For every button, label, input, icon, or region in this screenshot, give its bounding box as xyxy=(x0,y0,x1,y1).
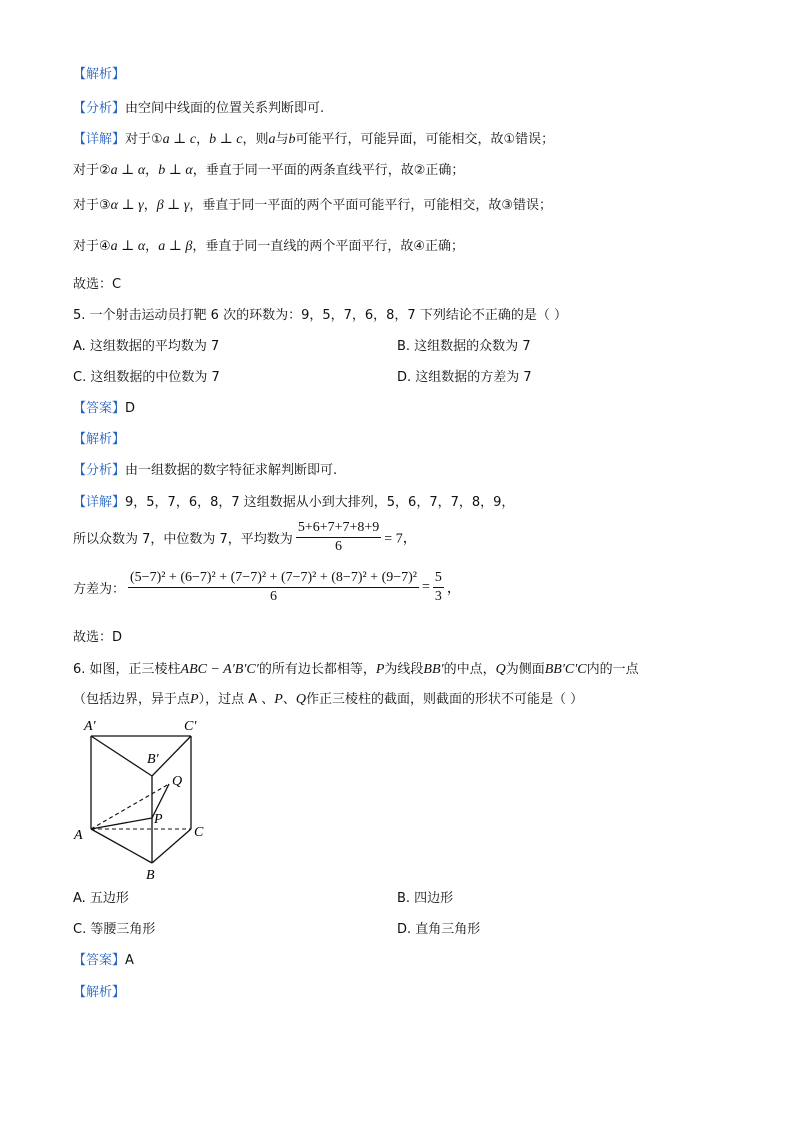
variance-fraction: $\frac{\text{(5−7)² + (6−7)² + (7−7)² + (7−7)² + (8−7)² + (9−7)²}}{6}$ xyxy=(130,570,417,604)
q5-analysis: 【分析】由一组数据的数字特征求解判断即可. xyxy=(73,463,338,478)
label-Q: Q xyxy=(172,774,183,789)
p4-analysis: 【分析】由空间中线面的位置关系判断即可. xyxy=(73,101,325,116)
q5-option-d: D. 这组数据的方差为 7 xyxy=(397,370,532,385)
q5-option-a: A. 这组数据的平均数为 7 xyxy=(73,339,220,354)
q5-choice: 故选：D xyxy=(73,630,123,645)
label-C: C xyxy=(194,825,204,840)
jiexi-heading: 【解析】 xyxy=(73,67,126,82)
q6-answer: 【答案】A xyxy=(73,953,134,968)
edge-A-B xyxy=(91,829,152,863)
label-A1: A′ xyxy=(84,719,96,734)
label-B: B xyxy=(146,868,155,883)
q6-stem-2: （包括边界，异于点P），过点 A 、P、Q作正三棱柱的截面，则截面的形状不可能是（ ） xyxy=(73,692,584,707)
q5-stem: 5. 一个射击运动员打靶 6 次的环数为：9，5，7，6，8，7 下列结论不正确的是（ ） xyxy=(73,308,567,323)
label-B1: B′ xyxy=(147,752,159,767)
q6-jiexi-heading: 【解析】 xyxy=(73,985,126,1000)
q5-option-c: C. 这组数据的中位数为 7 xyxy=(73,370,220,385)
variance-result: $\frac{5}{3}$ xyxy=(434,570,442,604)
q6-option-a: A. 五边形 xyxy=(73,891,129,906)
mean-fraction: $\frac{5+6+7+7+8+9}{6}$ xyxy=(297,520,380,554)
label-A: A xyxy=(74,828,83,843)
prism-figure xyxy=(70,713,220,883)
q5-variance-line: 方差为： $\frac{\text{(5−7)² + (6−7)² + (7−7)² + (7−7)² + (8−7)² + (9−7)²}}{6}$ = $\frac{5}{3}$ ， xyxy=(73,570,461,604)
label-P: P xyxy=(154,812,163,827)
q6-option-d: D. 直角三角形 xyxy=(397,922,481,937)
p4-detail-3: 对于③α ⊥ γ，β ⊥ γ，垂直于同一平面的两个平面可能平行，可能相交，故③错误； xyxy=(73,198,553,213)
p4-detail-1: 【详解】对于①a ⊥ c，b ⊥ c，则a与b可能平行，可能异面，可能相交，故①错误； xyxy=(73,132,555,147)
edge-B-C xyxy=(152,829,191,863)
q6-option-b: B. 四边形 xyxy=(397,891,454,906)
p4-detail-2: 对于②a ⊥ α，b ⊥ α，垂直于同一平面的两条直线平行，故②正确； xyxy=(73,163,465,178)
q5-detail-1: 【详解】9，5，7，6，8，7 这组数据从小到大排列，5，6，7，7，8，9， xyxy=(73,495,515,510)
q6-option-c: C. 等腰三角形 xyxy=(73,922,156,937)
label-C1: C′ xyxy=(184,719,197,734)
p4-detail-4: 对于④a ⊥ α，a ⊥ β，垂直于同一直线的两个平面平行，故④正确； xyxy=(73,239,464,254)
q5-answer: 【答案】D xyxy=(73,401,136,416)
edge-A1-B1 xyxy=(91,736,152,776)
q5-mean-line: 所以众数为 7，中位数为 7，平均数为 $\frac{5+6+7+7+8+9}{6}$ = 7， xyxy=(73,520,417,554)
p4-choice: 故选：C xyxy=(73,277,122,292)
q5-jiexi-heading: 【解析】 xyxy=(73,432,126,447)
q6-stem-1: 6. 如图，正三棱柱ABC − A′B′C′的所有边长都相等，P为线段BB′的中点，Q为侧面BB′C′C内的一点 xyxy=(73,662,639,677)
q5-option-b: B. 这组数据的众数为 7 xyxy=(397,339,531,354)
